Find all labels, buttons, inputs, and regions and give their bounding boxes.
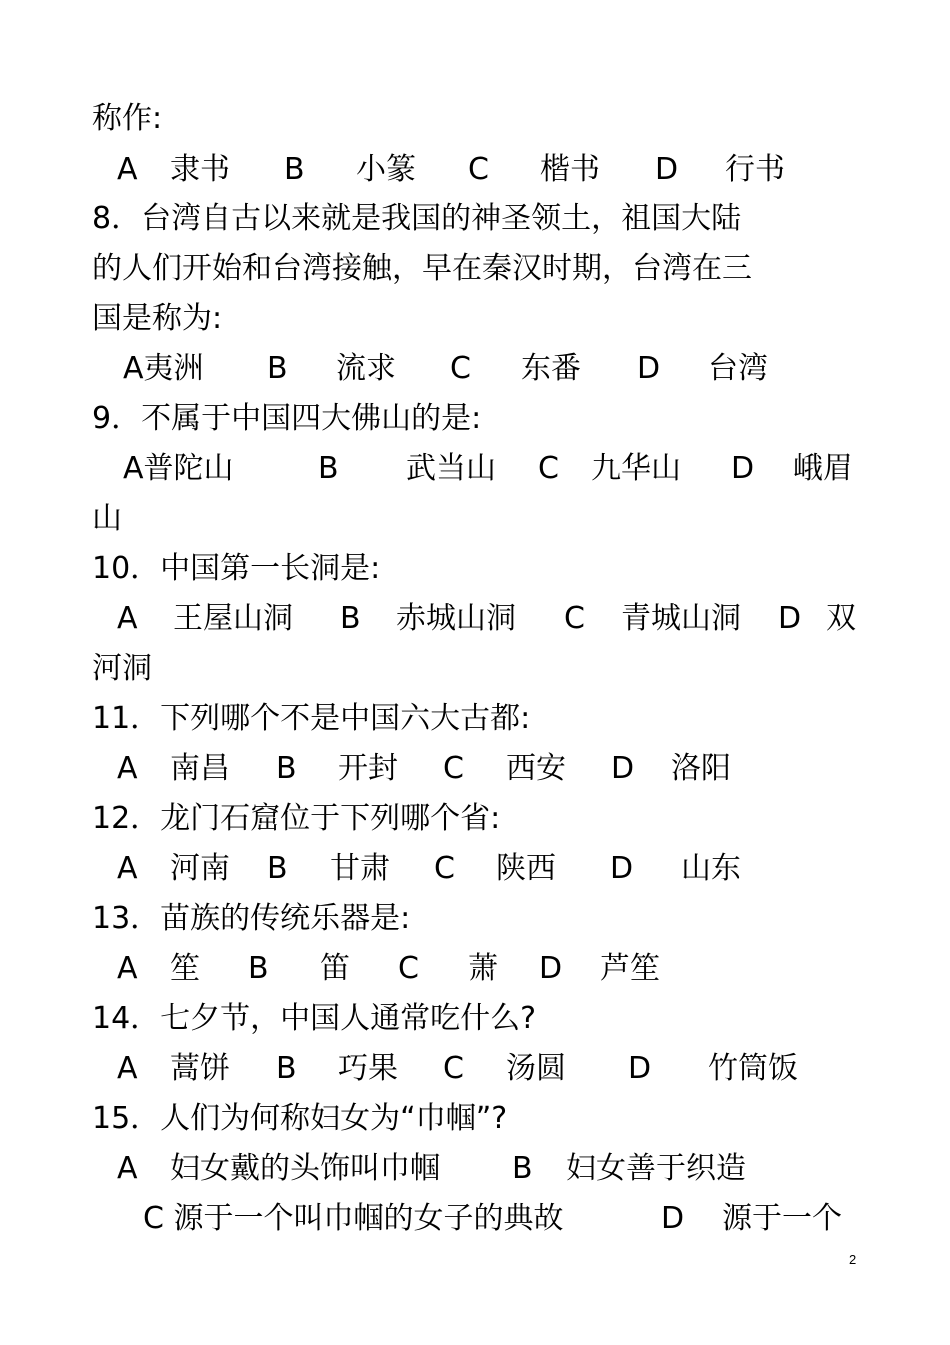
text-line (0, 549, 950, 589)
text-segment: C (434, 851, 455, 886)
text-segment: B (318, 451, 339, 486)
text-segment: 楷书 (540, 152, 600, 187)
text-segment: 称作: (92, 101, 163, 136)
text-segment: A (117, 601, 138, 636)
text-segment: 汤圆 (506, 1051, 566, 1086)
text-segment: A普陀山 (123, 451, 234, 486)
text-segment: 山 (92, 501, 122, 536)
text-line (0, 949, 950, 989)
text-segment: 妇女善于织造 (566, 1151, 746, 1186)
text-segment: D (610, 851, 634, 886)
text-line (0, 349, 950, 389)
text-segment: C (443, 751, 464, 786)
text-segment: 流求 (336, 351, 396, 386)
text-segment: 竹筒饭 (708, 1051, 798, 1086)
text-segment: C (564, 601, 585, 636)
text-segment: 西安 (506, 751, 566, 786)
text-segment: 东番 (521, 351, 581, 386)
text-segment: B (276, 1051, 297, 1086)
text-line (0, 1099, 950, 1139)
text-segment: 开封 (338, 751, 398, 786)
text-segment: 13．苗族的传统乐器是: (92, 901, 411, 936)
text-segment: A (117, 1151, 138, 1186)
text-segment: 巧果 (338, 1051, 398, 1086)
text-segment: C (450, 351, 471, 386)
text-segment: D (778, 601, 802, 636)
text-line (0, 99, 950, 139)
text-line (0, 799, 950, 839)
text-segment: C 源于一个叫巾帼的女子的典故 (143, 1201, 564, 1236)
text-segment: 11．下列哪个不是中国六大古都: (92, 701, 531, 736)
text-segment: A (117, 751, 138, 786)
text-segment: D (661, 1201, 685, 1236)
text-line (0, 399, 950, 439)
text-segment: 小篆 (356, 152, 416, 187)
text-line (0, 499, 950, 539)
text-segment: 河洞 (92, 651, 152, 686)
text-line (0, 299, 950, 339)
text-segment: C (538, 451, 559, 486)
text-segment: 8．台湾自古以来就是我国的神圣领土，祖国大陆 (92, 201, 742, 236)
text-segment: 笛 (320, 951, 350, 986)
text-line (0, 1199, 950, 1239)
text-segment: 芦笙 (600, 951, 660, 986)
text-line (0, 899, 950, 939)
text-segment: C (443, 1051, 464, 1086)
text-line (0, 849, 950, 889)
text-line (0, 699, 950, 739)
text-segment: C (398, 951, 419, 986)
text-segment: 台湾 (708, 351, 768, 386)
text-line (0, 749, 950, 789)
text-line (0, 449, 950, 489)
text-segment: 赤城山洞 (396, 601, 516, 636)
text-segment: 行书 (725, 152, 785, 187)
text-segment: A (117, 951, 138, 986)
text-line (0, 999, 950, 1039)
text-segment: 青城山洞 (621, 601, 741, 636)
text-line (0, 249, 950, 289)
text-line (0, 150, 950, 190)
text-segment: 10．中国第一长洞是: (92, 551, 381, 586)
text-segment: 河南 (170, 851, 230, 886)
text-segment: D (611, 751, 635, 786)
text-segment: 笙 (170, 951, 200, 986)
text-segment: D (655, 152, 679, 187)
text-segment: 国是称为: (92, 301, 223, 336)
text-line (0, 1049, 950, 1089)
text-segment: 12．龙门石窟位于下列哪个省: (92, 801, 501, 836)
text-segment: B (267, 351, 288, 386)
text-segment: B (284, 152, 305, 187)
text-segment: A (117, 152, 138, 187)
text-segment: 甘肃 (330, 851, 390, 886)
text-line (0, 599, 950, 639)
text-segment: 15．人们为何称妇女为“巾帼”? (92, 1101, 508, 1136)
text-segment: B (340, 601, 361, 636)
text-line (0, 649, 950, 689)
text-segment: D (539, 951, 563, 986)
text-segment: 峨眉 (793, 451, 853, 486)
text-segment: 双 (826, 601, 856, 636)
text-segment: 的人们开始和台湾接触，早在秦汉时期，台湾在三 (92, 251, 752, 286)
text-segment: 萧 (468, 951, 498, 986)
text-segment: A (117, 851, 138, 886)
text-segment: D (637, 351, 661, 386)
text-line (0, 199, 950, 239)
text-segment: D (731, 451, 755, 486)
text-segment: 源于一个 (722, 1201, 842, 1236)
text-segment: 蒿饼 (170, 1051, 230, 1086)
text-segment: B (512, 1151, 533, 1186)
text-segment: A夷洲 (123, 351, 204, 386)
text-segment: 王屋山洞 (173, 601, 293, 636)
text-segment: 山东 (681, 851, 741, 886)
text-line (0, 1149, 950, 1189)
text-segment: 14．七夕节，中国人通常吃什么? (92, 1001, 537, 1036)
text-segment: 洛阳 (671, 751, 731, 786)
text-segment: 南昌 (170, 751, 230, 786)
page-number: 2 (849, 1252, 857, 1267)
text-segment: 妇女戴的头饰叫巾帼 (170, 1151, 440, 1186)
text-segment: 九华山 (591, 451, 681, 486)
text-segment: 9．不属于中国四大佛山的是: (92, 401, 482, 436)
text-segment: D (628, 1051, 652, 1086)
text-segment: B (248, 951, 269, 986)
text-segment: 陕西 (496, 851, 556, 886)
text-segment: 武当山 (406, 451, 496, 486)
text-segment: A (117, 1051, 138, 1086)
text-segment: 隶书 (170, 152, 230, 187)
text-segment: C (468, 152, 489, 187)
text-segment: B (267, 851, 288, 886)
text-segment: B (276, 751, 297, 786)
